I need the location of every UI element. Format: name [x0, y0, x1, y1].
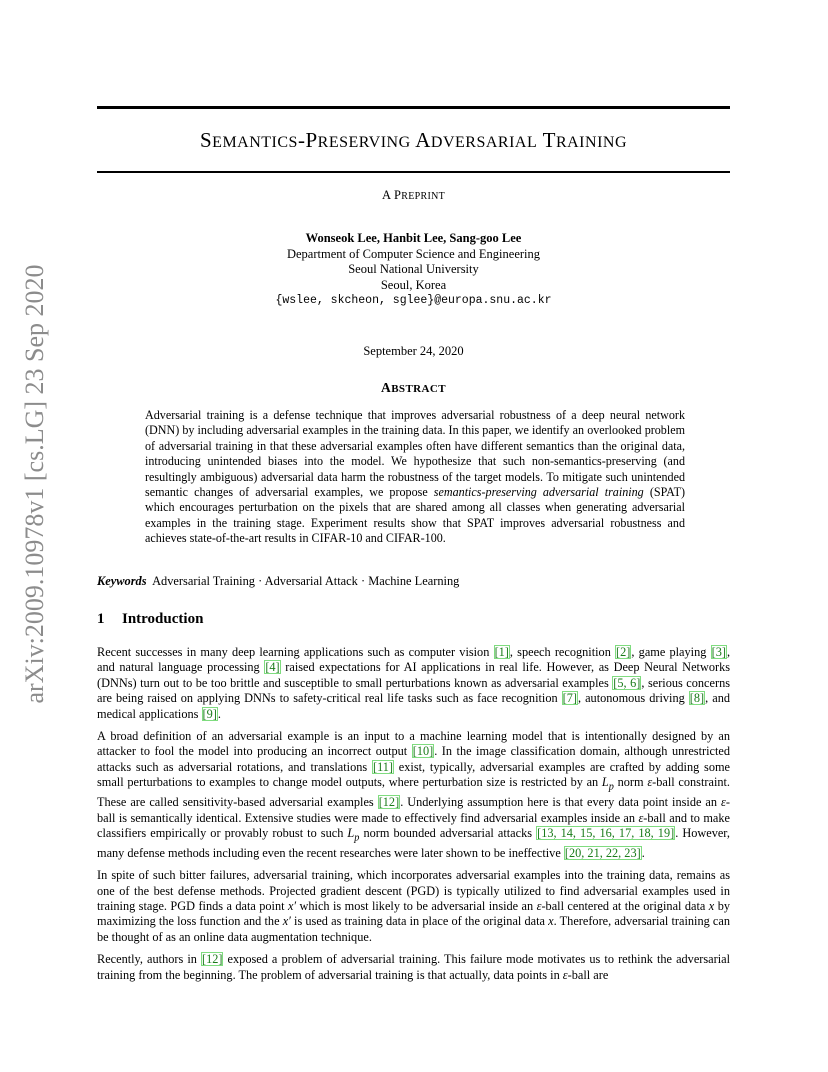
author-email: {wslee, skcheon, sglee}@europa.snu.ac.kr	[275, 294, 552, 307]
abstract-text: Adversarial training is a defense technique that improves adversarial robustness of a deep neural network (DNN) by including adversarial examples in the training data. In this paper, we identify an overlooked problem of adversarial training in that these adversarial examples often have different semantics than the original data, introducing unintended biases into the model. We hypothesize that such non-semantics-preserving (and resultingly ambiguous) adversarial data harm the robustness of the target models. To mitigate such unintended semantic changes of adversarial examples, we propose semantics-preserving adversarial training (SPAT) which encourages perturbation on the pixels that are shared among all classes when generating adversarial examples in the training stage. Experiment results show that SPAT improves adversarial robustness and achieves state-of-the-art results in CIFAR-10 and CIFAR-100.	[145, 408, 685, 546]
paragraph-2: A broad definition of an adversarial example is an input to a machine learning model that is intentionally designed by an attacker to fool the model into producing an incorrect output [10]. In the image classification domain, although unrestricted attacks such as adversarial rotations, and translations [11] exist, typically, adversarial examples are crafted by adding some small perturbations to examples to change model outputs, where perturbation size is restricted by an $L_p$ norm ε-ball constraint. These are called sensitivity-based adversarial examples [12]. Underlying assumption here is that every data point inside an ε-ball is semantically identical. Extensive studies were made to effectively find adversarial examples inside an ε-ball and to make classifiers empirically or provably robust to such $L_p$ norm bounded adversarial attacks [13, 14, 15, 16, 17, 18, 19]. However, many defense methods including even the recent researches were later shown to be ineffective [20, 21, 22, 23].	[97, 729, 730, 860]
author-university: Seoul National University	[348, 262, 479, 276]
citation-link[interactable]: [10]	[412, 744, 434, 759]
paragraph-4: Recently, authors in [12] exposed a problem of adversarial training. This failure mode motivates us to rethink the adversarial training from the beginning. The problem of adversarial training is that actually, data points in ε-ball are	[97, 952, 731, 982]
paper-title: SEMANTICS-PRESERVING ADVERSARIAL TRAINING	[199, 128, 627, 152]
paragraph-3: In spite of such bitter failures, adversarial training, which incorporates adversarial examples into the training data, remains as one of the best defense methods. Projected gradient descent (PGD) is typically utilized to find adversarial examples used in training stage. PGD finds a data point x′ which is most likely to be adversarial inside an ε-ball centered at the original data x by maximizing the loss function and the x′ is used as training data in place of the original data x. Therefore, adversarial training can be thought of as an online data augmentation technique.	[97, 868, 730, 944]
citation-link[interactable]: [11]	[372, 759, 394, 774]
citation-link[interactable]: [1]	[494, 645, 509, 659]
keywords-label: Keywords	[97, 574, 147, 588]
citation-link[interactable]: [20, 21, 22, 23]	[564, 845, 641, 860]
author-location: Seoul, Korea	[380, 277, 447, 292]
citation-link[interactable]: [3]	[711, 645, 726, 659]
arxiv-identifier: arXiv:2009.10978v1 [cs.LG] 23 Sep 2020	[20, 264, 49, 704]
section-heading: 1 Introduction	[97, 611, 204, 627]
keywords-list: Adversarial Training · Adversarial Attack · Machine Learning	[152, 574, 460, 588]
citation-link[interactable]: [4]	[265, 660, 280, 675]
citation-link[interactable]: [12]	[201, 952, 223, 967]
title-rule-bottom	[97, 171, 730, 173]
author-names: Wonseok Lee, Hanbit Lee, Sang-goo Lee	[305, 231, 522, 245]
author-block	[97, 231, 730, 309]
preprint-label: A PREPRINT	[381, 188, 446, 202]
keywords-line	[97, 574, 730, 589]
citation-link[interactable]: [13, 14, 15, 16, 17, 18, 19]	[537, 825, 675, 840]
title-rule-top	[97, 106, 730, 109]
paragraph-1: Recent successes in many deep learning applications such as computer vision [1], speech recognition [2], game playing [3], and natural language processing [4] raised expectations for AI applications in real life. However, as Deep Neural Networks (DNNs) turn out to be too brittle and susceptible to small perturbations known as adversarial examples [5, 6], serious concerns are being raised on applying DNNs to safety-critical real life tasks such as face recognition [7], autonomous driving [8], and medical applications [9].	[97, 645, 731, 721]
abstract-heading: ABSTRACT	[381, 380, 446, 395]
arxiv-sidebar	[0, 0, 70, 1072]
body-text	[97, 645, 730, 990]
citation-link[interactable]: [7]	[562, 691, 577, 706]
author-department: Department of Computer Science and Engineering	[286, 246, 541, 261]
citation-link[interactable]: [8]	[689, 691, 705, 706]
citation-link[interactable]: [2]	[616, 645, 631, 659]
citation-link[interactable]: [12]	[378, 795, 400, 810]
citation-link[interactable]: [9]	[202, 706, 217, 721]
paper-date: September 24, 2020	[363, 344, 464, 358]
citation-link[interactable]: [5, 6]	[613, 675, 641, 690]
